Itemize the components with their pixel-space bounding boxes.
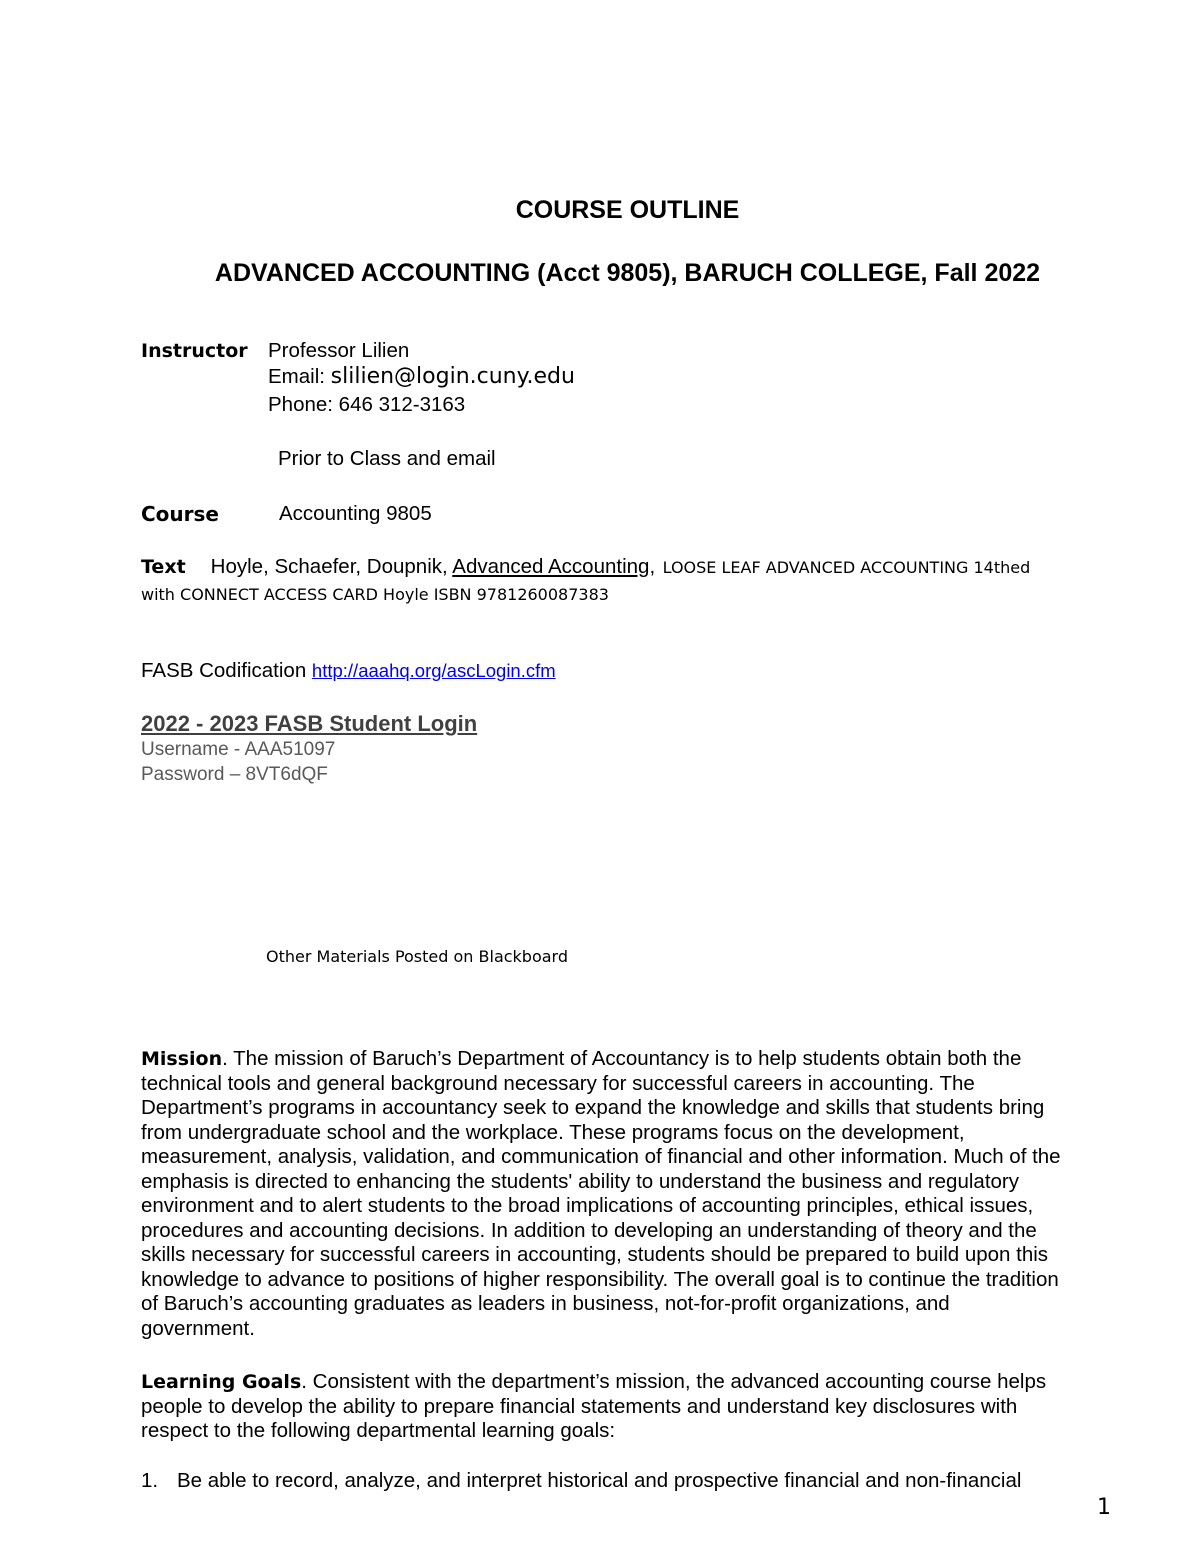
mission-line (141, 1047, 1121, 1072)
learning-goals-line (141, 1370, 1121, 1395)
instructor-label: Instructor (141, 340, 248, 362)
text-comma: , (649, 555, 656, 578)
text-label: Text (141, 556, 186, 578)
mission-line: from undergraduate school and the workplace. These programs focus on the development, (141, 1120, 965, 1144)
mission-text: . The mission of Baruch’s Department of Accountancy is to help students obtain both the (222, 1047, 1022, 1070)
course-subtitle: ADVANCED ACCOUNTING (Acct 9805), BARUCH COLLEGE, Fall 2022 (214, 259, 1041, 287)
mission-line: measurement, analysis, validation, and communication of financial and other information. Much of the (141, 1145, 1061, 1168)
learning-goals-text: . Consistent with the department’s mission, the advanced accounting course helps (301, 1370, 1047, 1393)
mission-line: emphasis is directed to enhancing the students' ability to understand the business and regulatory (141, 1169, 1019, 1193)
course-label: Course (141, 502, 219, 526)
goal-1-text: Be able to record, analyze, and interpret historical and prospective financial and non-financial (177, 1469, 1022, 1492)
text-edition-line1: LOOSE LEAF ADVANCED ACCOUNTING 14thed (662, 558, 1031, 577)
learning-goals-line: respect to the following departmental learning goals: (141, 1419, 616, 1442)
text-authors: Hoyle, Schaefer, Doupnik, (210, 555, 453, 578)
mission-line: government. (141, 1316, 255, 1340)
course-value: Accounting 9805 (279, 502, 432, 525)
mission-label: Mission (141, 1048, 223, 1070)
login-password: Password – 8VT6dQF (141, 764, 328, 785)
learning-goals-label: Learning Goals (141, 1371, 302, 1393)
login-username: Username - AAA51097 (141, 739, 336, 760)
mission-line: knowledge to advance to positions of higher responsibility. The overall goal is to continue the tradition (141, 1267, 1059, 1291)
mission-line: procedures and accounting decisions. In addition to developing an understanding of theory and the (141, 1218, 1037, 1242)
mission-line: Department’s programs in accountancy seek to expand the knowledge and skills that students bring (141, 1096, 1045, 1119)
learning-goals-line: people to develop the ability to prepare financial statements and understand key disclosures with (141, 1394, 1018, 1418)
text-edition-line2: with CONNECT ACCESS CARD Hoyle ISBN 9781260087383 (141, 585, 609, 604)
mission-paragraph (141, 1047, 1121, 1341)
instructor-phone: Phone: 646 312-3163 (268, 393, 466, 416)
learning-goals-paragraph (141, 1370, 1121, 1444)
instructor-email-line (268, 364, 575, 389)
email-label: Email: (268, 365, 331, 388)
mission-line: technical tools and general background necessary for successful careers in accounting. The (141, 1071, 975, 1095)
page-title: COURSE OUTLINE (515, 196, 740, 224)
fasb-line (141, 659, 556, 683)
fasb-link[interactable]: http://aaahq.org/ascLogin.cfm (311, 660, 556, 681)
text-book-title: Advanced Accounting (452, 555, 650, 578)
mission-line: skills necessary for successful careers in accounting, students should be prepared to build upon this (141, 1243, 1049, 1266)
office-hours: Prior to Class and email (278, 447, 496, 470)
text-line-1 (141, 555, 1030, 579)
email-address[interactable]: slilien@login.cuny.edu (330, 364, 575, 389)
other-materials: Other Materials Posted on Blackboard (266, 947, 569, 966)
page-number: 1 (1097, 1495, 1111, 1520)
login-heading: 2022 - 2023 FASB Student Login (141, 711, 478, 736)
fasb-label: FASB Codification (141, 659, 312, 682)
instructor-name: Professor Lilien (268, 339, 410, 362)
goal-1-number: 1. (141, 1469, 159, 1492)
mission-line: of Baruch’s accounting graduates as leaders in business, not-for-profit organizations, and (141, 1292, 950, 1315)
mission-line: environment and to alert students to the broad implications of accounting principles, ethical issues, (141, 1194, 1034, 1217)
